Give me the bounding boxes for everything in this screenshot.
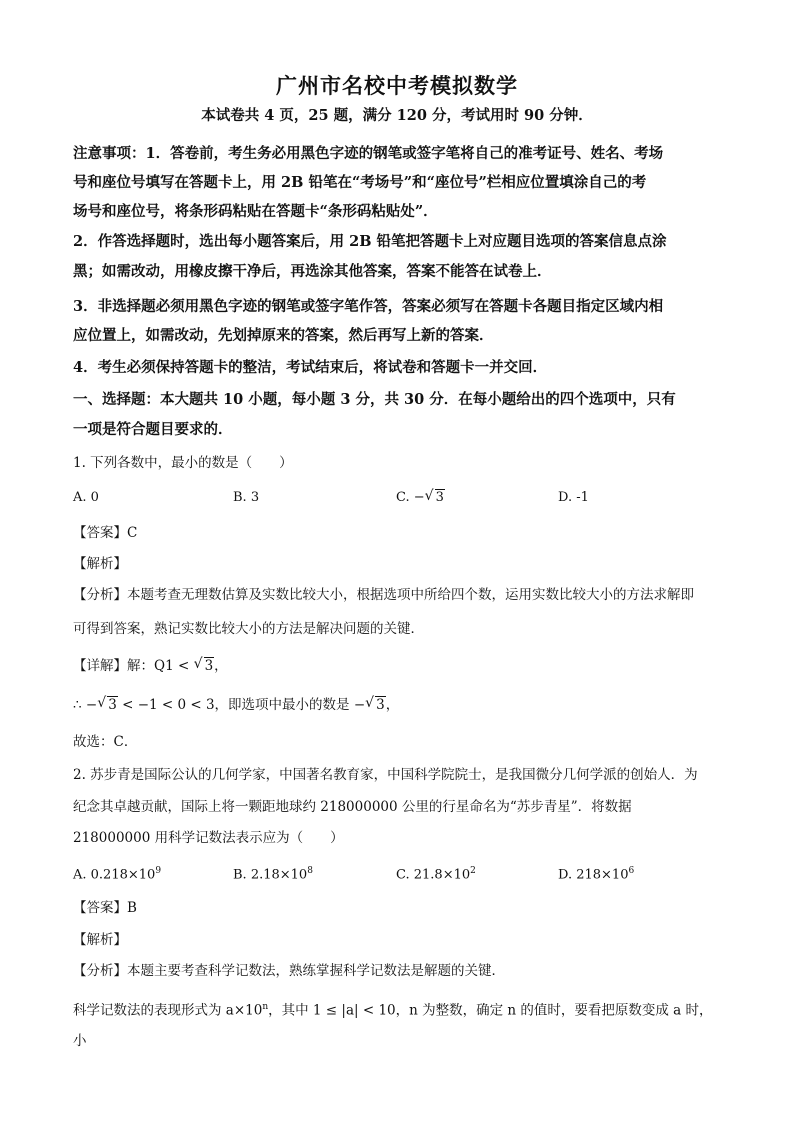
sqrt-symbol: [365, 690, 386, 720]
note-2-line-2: 黑；如需改动，用橡皮擦干净后，再选涂其他答案，答案不能答在试卷上．: [73, 263, 552, 280]
q2-option-d-exp: 6: [628, 866, 635, 876]
q2-option-c-exp: 2: [470, 866, 476, 876]
q2-option-a-base: A. 0.218×10: [73, 867, 156, 883]
q2-stem-line-1: 2. 苏步青是国际公认的几何学家，中国著名教育家，中国科学院院士，是我国微分几何学派的创始人．为: [73, 767, 698, 783]
note-2-line-1: 2．作答选择题时，选出每小题答案后，用 2B 铅笔把答题卡上对应题目选项的答案信息点涂: [73, 233, 667, 250]
section-heading-line-1: 一、选择题：本大题共 10 小题，每小题 3 分，共 30 分．在每小题给出的四个选项中，只有: [73, 391, 676, 408]
radicand: 3: [376, 697, 385, 713]
radicand: 3: [435, 490, 444, 505]
q1-stem: 1. 下列各数中，最小的数是（ ）: [73, 455, 293, 471]
q1-option-b: B. 3: [233, 490, 260, 505]
q2-rule-exp: n: [262, 1002, 269, 1012]
q1-analysis-label: 【解析】: [73, 556, 127, 572]
section-heading-line-2: 一项是符合题目要求的．: [73, 421, 233, 438]
q2-answer: 【答案】B: [73, 900, 137, 916]
q2-stem-line-2: 纪念其卓越贡献，国际上将一颗距地球约 218000000 公里的行星命名为“苏步青星”．将数据: [73, 799, 632, 815]
sqrt-symbol: [425, 490, 445, 505]
q2-option-b: [233, 866, 313, 882]
q1-fenxi-line-2: 可得到答案，熟记实数比较大小的方法是解决问题的关键．: [73, 621, 424, 637]
sqrt-symbol: [97, 690, 118, 720]
q1-conclusion: [73, 690, 723, 720]
q2-option-a: [73, 866, 161, 882]
q1-choose: 故选：C．: [73, 734, 138, 750]
sqrt-symbol: [194, 651, 215, 681]
q1-answer: 【答案】C: [73, 525, 138, 541]
q2-option-c-base: C. 21.8×10: [396, 867, 471, 883]
q2-fenxi: 【分析】本题主要考查科学记数法，熟练掌握科学记数法是解题的关键．: [73, 963, 505, 979]
radicand: 3: [108, 697, 117, 713]
q2-option-d-base: D. 218×10: [558, 867, 629, 883]
q1-option-a: A. 0: [73, 490, 99, 505]
notes-line-1: 注意事项：1．答卷前，考生务必用黑色字迹的钢笔或签字笔将自己的准考证号、姓名、考场: [73, 145, 664, 162]
note-3-line-1: 3．非选择题必须用黑色字迹的钢笔或签字笔作答，答案必须写在答题卡各题目指定区域内相: [73, 298, 664, 315]
exam-info: 本试卷共 4 页，25 题，满分 120 分，考试用时 90 分钟．: [201, 107, 593, 124]
q1-conclusion-mid: < −1 < 0 < 3，即选项中最小的数是 −: [117, 697, 366, 713]
q2-option-a-exp: 9: [155, 866, 162, 876]
q2-analysis-label: 【解析】: [73, 932, 127, 948]
notes-line-3: 场号和座位号，将条形码粘贴在答题卡“条形码粘贴处”．: [73, 203, 438, 220]
q2-rule: [73, 992, 723, 1056]
q2-rule-suffix: ，其中 1 ≤ |a| < 10，n 为整数，确定 n 的值时，要看把原数变成 a 时，小: [73, 1002, 713, 1049]
q2-option-c: [396, 866, 476, 882]
q1-option-c: [396, 490, 445, 505]
q2-rule-prefix: 科学记数法的表现形式为 a×10: [73, 1002, 263, 1019]
note-3-line-2: 应位置上，如需改动，先划掉原来的答案，然后再写上新的答案．: [73, 327, 494, 344]
page-title: 广州市名校中考模拟数学: [276, 73, 518, 98]
q1-detail-text: 【详解】解：Q1 <: [73, 658, 194, 674]
radicand: 3: [204, 658, 214, 674]
q1-conclusion-suffix: ，: [385, 697, 400, 713]
q2-option-d: [558, 866, 634, 882]
q2-option-b-exp: 8: [307, 866, 313, 876]
q1-options: [73, 490, 723, 514]
q1-option-c-label: C. −: [396, 490, 425, 505]
q1-conclusion-prefix: ∴ −: [73, 697, 98, 713]
note-4: 4．考生必须保持答题卡的整洁，考试结束后，将试卷和答题卡一并交回．: [73, 359, 548, 376]
q2-stem-line-3: 218000000 用科学记数法表示应为（ ）: [73, 830, 344, 846]
q1-detail-suffix: ，: [214, 658, 228, 674]
q1-detail: [73, 651, 723, 681]
notes-line-2: 号和座位号填写在答题卡上，用 2B 铅笔在“考场号”和“座位号”栏相应位置填涂自己的考: [73, 174, 647, 191]
q1-option-d: D. -1: [558, 490, 589, 505]
q2-options: [73, 866, 723, 890]
q1-fenxi-line-1: 【分析】本题考查无理数估算及实数比较大小，根据选项中所给四个数，运用实数比较大小的方法求解即: [73, 587, 694, 603]
q2-option-b-base: B. 2.18×10: [233, 867, 308, 883]
